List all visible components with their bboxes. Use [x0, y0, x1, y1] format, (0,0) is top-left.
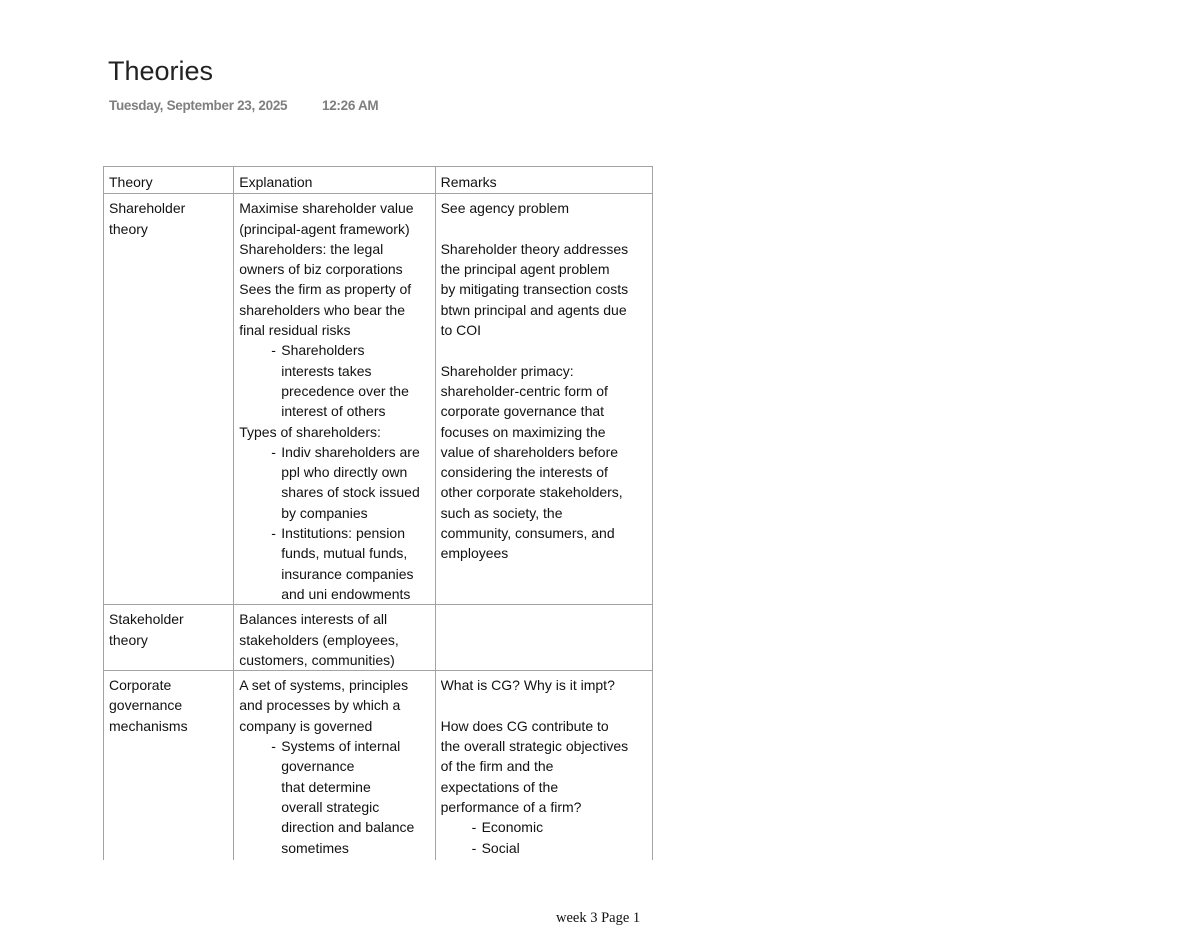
- cell-text-line: stakeholders (employees,: [239, 631, 399, 648]
- cell-text-line: Maximise shareholder value: [239, 200, 414, 217]
- page-title: Theories: [108, 56, 214, 86]
- cell-text-line: expectations of the: [440, 778, 559, 795]
- cell-text-line: other corporate stakeholders,: [440, 484, 623, 501]
- theories-table: [103, 166, 653, 860]
- cell-text-line: community, consumers, and: [440, 525, 615, 542]
- cell-text-line: by mitigating transection costs: [440, 281, 629, 298]
- page-footer: week 3 Page 1: [556, 910, 641, 926]
- cell-text-line: Stakeholder: [109, 611, 184, 628]
- blank-line: [441, 219, 648, 239]
- page-date: Tuesday, September 23, 2025: [109, 98, 288, 113]
- bullet-text-line: Shareholders: [281, 342, 365, 359]
- bullet-text-line: governance: [281, 758, 355, 775]
- bullet-dash-icon: -: [271, 342, 276, 359]
- header-cell-theory[interactable]: Theory: [104, 167, 234, 194]
- cell-text-line: See agency problem: [440, 200, 570, 217]
- cell-text-line: employees: [440, 545, 509, 562]
- bullet-item: [239, 523, 430, 604]
- header-cell-remarks[interactable]: Remarks: [435, 167, 652, 194]
- bullet-dash-icon: -: [271, 525, 276, 542]
- explanation-cell[interactable]: [234, 194, 435, 605]
- bullet-dash-icon: -: [471, 819, 477, 836]
- bullet-item: [441, 817, 648, 837]
- cell-text-line: the principal agent problem: [440, 261, 610, 278]
- cell-text-line: corporate governance that: [440, 403, 605, 420]
- cell-text-line: shareholder-centric form of: [440, 382, 608, 399]
- bullet-text-line: direction and balance: [281, 819, 415, 836]
- corporate-governance-row: [104, 671, 653, 861]
- remarks-cell[interactable]: [435, 194, 652, 605]
- cell-text-line: theory: [109, 220, 148, 237]
- bullet-text-line: insurance companies: [281, 565, 414, 582]
- bullet-text-line: and uni endowments: [281, 585, 411, 602]
- cell-clip: [239, 675, 430, 856]
- bullet-text-line: Institutions: pension: [281, 525, 405, 542]
- bullet-text-line: precedence over the: [281, 382, 409, 399]
- cell-text-line: Types of shareholders:: [239, 423, 381, 440]
- cell-text-line: Shareholder theory addresses: [440, 240, 629, 257]
- page-time: 12:26 AM: [322, 98, 379, 113]
- bullet-item: [239, 340, 430, 421]
- cell-text-line: to COI: [440, 322, 482, 339]
- bullet-text-line: Economic: [481, 819, 544, 836]
- cell-text-line: Sees the firm as property of: [239, 281, 412, 298]
- cell-text-line: of the firm and the: [440, 758, 554, 775]
- cell-text-line: and processes by which a: [239, 697, 401, 714]
- shareholder-theory-row: [104, 194, 653, 605]
- cell-text-line: final residual risks: [239, 322, 351, 339]
- bullet-text-line: ppl who directly own: [281, 464, 408, 481]
- blank-line: [441, 340, 648, 360]
- cell-text-line: Shareholder primacy:: [440, 362, 574, 379]
- explanation-cell[interactable]: [234, 605, 435, 671]
- cell-text-line: such as society, the: [440, 504, 563, 521]
- table-body: [104, 167, 653, 861]
- blank-line: [441, 695, 648, 715]
- bullet-text-line: interest of others: [281, 403, 386, 420]
- cell-text-line: What is CG? Why is it impt?: [440, 677, 615, 694]
- cell-text-line: theory: [109, 631, 148, 648]
- cell-text-line: governance: [109, 697, 183, 714]
- cell-text-line: focuses on maximizing the: [440, 423, 606, 440]
- theory-cell[interactable]: [104, 671, 234, 861]
- cell-text-line: Shareholders: the legal: [239, 240, 384, 257]
- cell-text-line: A set of systems, principles: [239, 677, 409, 694]
- cell-text-line: mechanisms: [109, 717, 188, 734]
- cell-clip: [441, 675, 648, 856]
- remarks-cell[interactable]: [435, 671, 652, 861]
- bullet-text-line: shares of stock issued: [281, 484, 420, 501]
- header-cell-explanation[interactable]: Explanation: [234, 167, 435, 194]
- bullet-text-line: Social: [481, 839, 520, 856]
- cell-text-line: owners of biz corporations: [239, 261, 403, 278]
- cell-text-line: Shareholder: [109, 200, 186, 217]
- bullet-text-line: sometimes: [281, 839, 349, 856]
- bullet-text-line: Systems of internal: [281, 738, 401, 755]
- bullet-item: [239, 442, 430, 523]
- bullet-item: [239, 736, 430, 856]
- cell-text-line: Corporate: [109, 677, 172, 694]
- remarks-cell[interactable]: [435, 605, 652, 671]
- cell-text-line: performance of a firm?: [440, 798, 582, 815]
- cell-text-line: shareholders who bear the: [239, 301, 406, 318]
- cell-text-line: value of shareholders before: [440, 443, 619, 460]
- cell-text-line: (principal-agent framework): [239, 220, 410, 237]
- cell-text-line: customers, communities): [239, 651, 395, 668]
- cell-text-line: btwn principal and agents due: [440, 301, 627, 318]
- cell-text-line: the overall strategic objectives: [440, 738, 629, 755]
- bullet-text-line: interests takes: [281, 362, 372, 379]
- bullet-text-line: overall strategic: [281, 798, 380, 815]
- theory-cell[interactable]: [104, 194, 234, 605]
- cell-text-line: How does CG contribute to: [440, 717, 609, 734]
- bullet-dash-icon: -: [271, 443, 276, 460]
- bullet-item: [441, 838, 648, 857]
- bullet-text-line: funds, mutual funds,: [281, 545, 408, 562]
- bullet-text-line: Indiv shareholders are: [281, 443, 420, 460]
- cell-text-line: considering the interests of: [440, 464, 608, 481]
- bullet-text-line: that determine: [281, 778, 371, 795]
- stakeholder-theory-row: [104, 605, 653, 671]
- bullet-dash-icon: -: [471, 839, 477, 856]
- theory-cell[interactable]: [104, 605, 234, 671]
- cell-clip: [109, 675, 229, 856]
- table-header-row: [104, 167, 653, 194]
- explanation-cell[interactable]: [234, 671, 435, 861]
- bullet-text-line: by companies: [281, 504, 368, 521]
- cell-text-line: Balances interests of all: [239, 611, 388, 628]
- bullet-dash-icon: -: [271, 738, 276, 755]
- cell-text-line: company is governed: [239, 717, 373, 734]
